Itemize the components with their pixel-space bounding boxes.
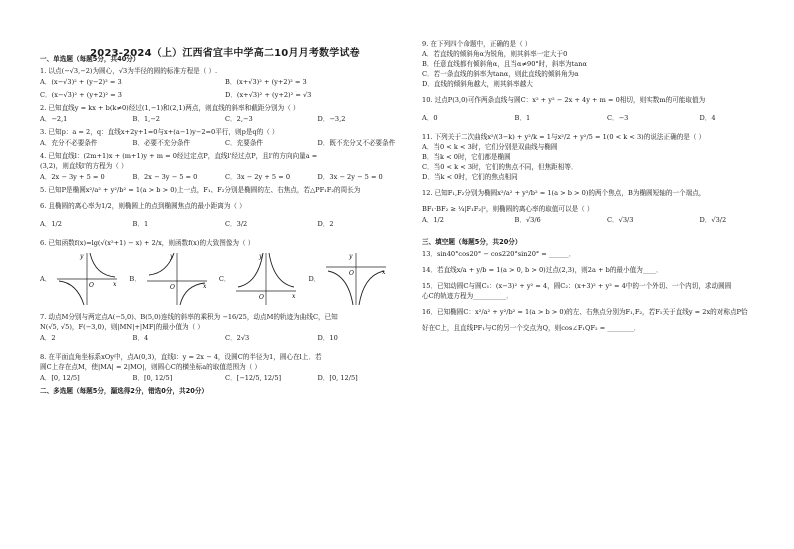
q11-option-c: C．当0 < k < 3时，它们的焦点不同，但焦距相等． bbox=[422, 163, 578, 171]
q9-option-c: C．若一条直线的斜率为tanα，则此直线的倾斜角为α bbox=[422, 70, 579, 78]
option-d: D．既不充分又不必要条件 bbox=[317, 139, 396, 147]
graph-label-d: D． bbox=[308, 274, 321, 283]
left-column bbox=[40, 52, 410, 399]
option-b: B．[0, 12/5] bbox=[132, 374, 173, 382]
option-a: A．1/2 bbox=[422, 216, 444, 224]
option-d: D．10 bbox=[317, 334, 338, 342]
option-a: A．−2,1 bbox=[40, 115, 68, 123]
q9-option-d: D．直线的倾斜角越大，则其斜率越大 bbox=[422, 80, 533, 88]
option-a: A．[0, 12/5] bbox=[40, 374, 80, 382]
option-c: C．2√3 bbox=[225, 334, 250, 342]
svg-text:y: y bbox=[80, 253, 84, 260]
q9-option-a: A．若直线的倾斜角α为锐角，则其斜率一定大于0 bbox=[422, 50, 568, 58]
question-11: 11. 下列关于二次曲线x²/(3−k) + y²/k = 1与x²/2 + y²/5 = 1(0 < k < 3)的说法正确的是（ ） bbox=[422, 133, 706, 141]
question-13: 13．sin40°cos20° − cos220°sin20° = ______． bbox=[422, 250, 576, 258]
option-a: A．1/2 bbox=[40, 220, 62, 228]
option-c: C．[−12/5, 12/5] bbox=[225, 374, 282, 382]
question-4-cont: (3,2)，则直线l'的方程为（ ） bbox=[40, 162, 128, 170]
option-c: C．3x − 2y + 5 = 0 bbox=[225, 173, 291, 181]
option-b: B．必要不充分条件 bbox=[132, 139, 191, 147]
question-10: 10. 过点P(3,0)可作两条直线与圆C：x² + y² − 2x + 4y + m = 0相切，则实数m的可能取值为 bbox=[422, 96, 706, 104]
svg-text:O: O bbox=[89, 282, 95, 289]
exam-title: 2023-2024（上）江西省宜丰中学高二10月月考数学试卷 bbox=[90, 48, 360, 59]
q11-option-d: D．当k < 0时，它们的焦点相同 bbox=[422, 173, 518, 181]
option-d: D．(x+√3)² + (y+2)² = √3 bbox=[225, 91, 312, 99]
graph-label-a: A． bbox=[40, 274, 52, 283]
question-16-cont: 好在C上，且直线PF₁与C的另一个交点为Q，则cos∠F₁QF₂ = ________． bbox=[422, 324, 641, 332]
svg-text:y: y bbox=[259, 253, 263, 260]
option-b: B．1,−2 bbox=[132, 115, 160, 123]
graph-d-image bbox=[324, 251, 388, 307]
question-8-options bbox=[40, 334, 410, 343]
option-a: A．(x−√3)² + (y−2)² = 3 bbox=[40, 78, 122, 86]
question-8: 7. 动点M分别与两定点A(−5,0)、B(5,0)连线的斜率的乘积为 −16/25，动点M的轨迹为曲线C，已知 bbox=[40, 313, 338, 321]
question-15: 15．已知动圆C与圆C₁：(x−3)² + y² = 4，圆C₂：(x+3)² + y² = 4中的一个外切、一个内切，求动圆圆 bbox=[422, 282, 732, 290]
question-12-cont: BF₁·BF₂ ≥ ¼|F₁F₂|²，则椭圆的离心率的取值可以是（ ） bbox=[422, 205, 594, 213]
question-12-options bbox=[422, 216, 792, 225]
svg-text:x: x bbox=[382, 269, 386, 276]
question-9-left: 8. 在平面直角坐标系xOy中，点A(0,3)，直线l：y = 2x − 4，设圆C的半径为1，圆心在l上．若 bbox=[40, 353, 322, 361]
question-3: 3. 已知p：a = 2，q：直线x+2y+1=0与x+(a−1)y−2=0平行，则p是q的（ ） bbox=[40, 128, 279, 136]
graph-option-b bbox=[129, 251, 208, 307]
graph-label-c: C． bbox=[218, 274, 231, 283]
option-c: C．(x−√3)² + (y+2)² = 3 bbox=[40, 91, 122, 99]
right-column bbox=[422, 40, 792, 334]
option-d: D．3x − 2y − 5 = 0 bbox=[317, 173, 383, 181]
option-a: A．2x − 3y + 5 = 0 bbox=[40, 173, 105, 181]
graph-c-image bbox=[234, 251, 298, 307]
option-c: C．2,−3 bbox=[225, 115, 253, 123]
question-8-cont: N(√5, √5)，F(−3,0)，则|MN|+|MF|的最小值为（ ） bbox=[40, 323, 204, 331]
question-4-options bbox=[40, 173, 410, 182]
q11-option-a: A．当0 < k < 3时，它们分别是双曲线与椭圆 bbox=[422, 143, 558, 151]
option-a: A．0 bbox=[422, 114, 438, 122]
svg-text:y: y bbox=[349, 253, 353, 260]
graph-option-d bbox=[308, 251, 388, 307]
section-single-choice: 一、单选题（每题5分，共40分） bbox=[40, 55, 140, 63]
q11-option-b: B．当k < 0时，它们都是椭圆 bbox=[422, 153, 511, 161]
svg-text:x: x bbox=[113, 281, 117, 288]
section-fill-blank: 三、填空题（每题5分，共20分） bbox=[422, 238, 522, 246]
question-12: 12. 已知F₁,F₂分别为椭圆x²/a² + y²/b² = 1(a > b > 0)的两个焦点，B为椭圆短轴的一个端点， bbox=[422, 189, 706, 197]
graph-a-image bbox=[55, 251, 119, 307]
option-b: B．1 bbox=[132, 220, 149, 228]
option-c: C．−3 bbox=[607, 114, 629, 122]
option-d: D．−3,2 bbox=[317, 115, 346, 123]
question-6: 6. 且椭圆的离心率为1/2，则椭圆上的点到椭圆焦点的最小距离为（ ） bbox=[40, 202, 246, 210]
question-9: 9. 在下列四个命题中，正确的是（ ） bbox=[422, 40, 532, 48]
question-14: 14．若直线x/a + y/b = 1(a > 0, b > 0)过点(2,3)，则2a + b的最小值为____． bbox=[422, 266, 663, 274]
question-3-options bbox=[40, 139, 410, 148]
option-a: A．充分不必要条件 bbox=[40, 139, 98, 147]
option-d: D．[0, 12/5] bbox=[317, 374, 358, 382]
graph-option-a bbox=[40, 251, 119, 307]
question-2-options bbox=[40, 115, 410, 124]
question-9-left-options bbox=[40, 374, 410, 383]
option-b: B．4 bbox=[132, 334, 149, 342]
function-graph-options bbox=[40, 251, 410, 307]
question-2: 2. 已知直线y = kx + b(k≠0)经过(1,−1)和(2,1)两点，则直线的斜率和截距分别为（ ） bbox=[40, 104, 300, 112]
section-multiple-choice: 二、多选题（每题5分，漏选得2分，错选0分，共20分） bbox=[40, 387, 209, 395]
option-a: A．2 bbox=[40, 334, 56, 342]
option-c: C．√3/3 bbox=[607, 216, 634, 224]
option-d: D．√3/2 bbox=[699, 216, 727, 224]
question-15-cont: 心C的轨迹方程为__________． bbox=[422, 292, 513, 300]
option-b: B．√3/6 bbox=[514, 216, 541, 224]
question-1: 1. 以点(−√3,−2)为圆心，√3为半径的圆的标准方程是（ ）. bbox=[40, 67, 218, 75]
question-9-left-cont: 圆C上存在点M，使|MA| = 2|MO|，则圆心C的横坐标a的取值范围为（ ） bbox=[40, 363, 261, 371]
question-1-options bbox=[40, 78, 410, 87]
graph-option-c bbox=[219, 251, 299, 307]
option-b: B．2x − 3y − 5 = 0 bbox=[132, 173, 198, 181]
option-c: C．3/2 bbox=[225, 220, 248, 228]
question-1-options-2 bbox=[40, 91, 410, 100]
question-10-options bbox=[422, 114, 792, 123]
option-d: D．2 bbox=[317, 220, 334, 228]
question-16: 16．已知椭圆C：x²/a² + y²/b² = 1(a > b > 0)的左、右焦点分别为F₁,F₂，若F₁关于直线y = 2x的对称点P恰 bbox=[422, 308, 748, 316]
graph-label-b: B． bbox=[129, 274, 141, 283]
svg-text:O: O bbox=[259, 294, 265, 301]
q9-option-b: B．任意直线都有倾斜角α，且当α≠90°时，斜率为tanα bbox=[422, 60, 587, 68]
option-d: D．4 bbox=[699, 114, 716, 122]
question-7: 6. 已知函数f(x)=lg(√(x²+1) − x) + 2/x，则函数f(x)的大致图像为（ ） bbox=[40, 239, 255, 247]
option-b: B．1 bbox=[514, 114, 531, 122]
svg-text:x: x bbox=[202, 283, 207, 290]
option-c: C．充要条件 bbox=[225, 139, 264, 147]
question-6-options bbox=[40, 220, 410, 229]
svg-text:y: y bbox=[169, 253, 174, 260]
option-b: B．(x+√3)² + (y+2)² = 3 bbox=[225, 78, 307, 86]
question-5: 5. 已知P是椭圆x²/a² + y²/b² = 1(a > b > 0)上一点，F₁、F₂分别是椭圆的左、右焦点，若△PF₁F₂的周长为 bbox=[40, 186, 361, 194]
svg-text:x: x bbox=[292, 293, 296, 300]
svg-text:O: O bbox=[169, 284, 175, 291]
graph-b-image bbox=[145, 251, 209, 307]
svg-text:O: O bbox=[349, 270, 355, 277]
question-4: 4. 已知直线l：(2m+1)x + (m+1)y + m = 0经过定点P，直线l'经过点P，且l'的方向向量a = bbox=[40, 152, 318, 160]
